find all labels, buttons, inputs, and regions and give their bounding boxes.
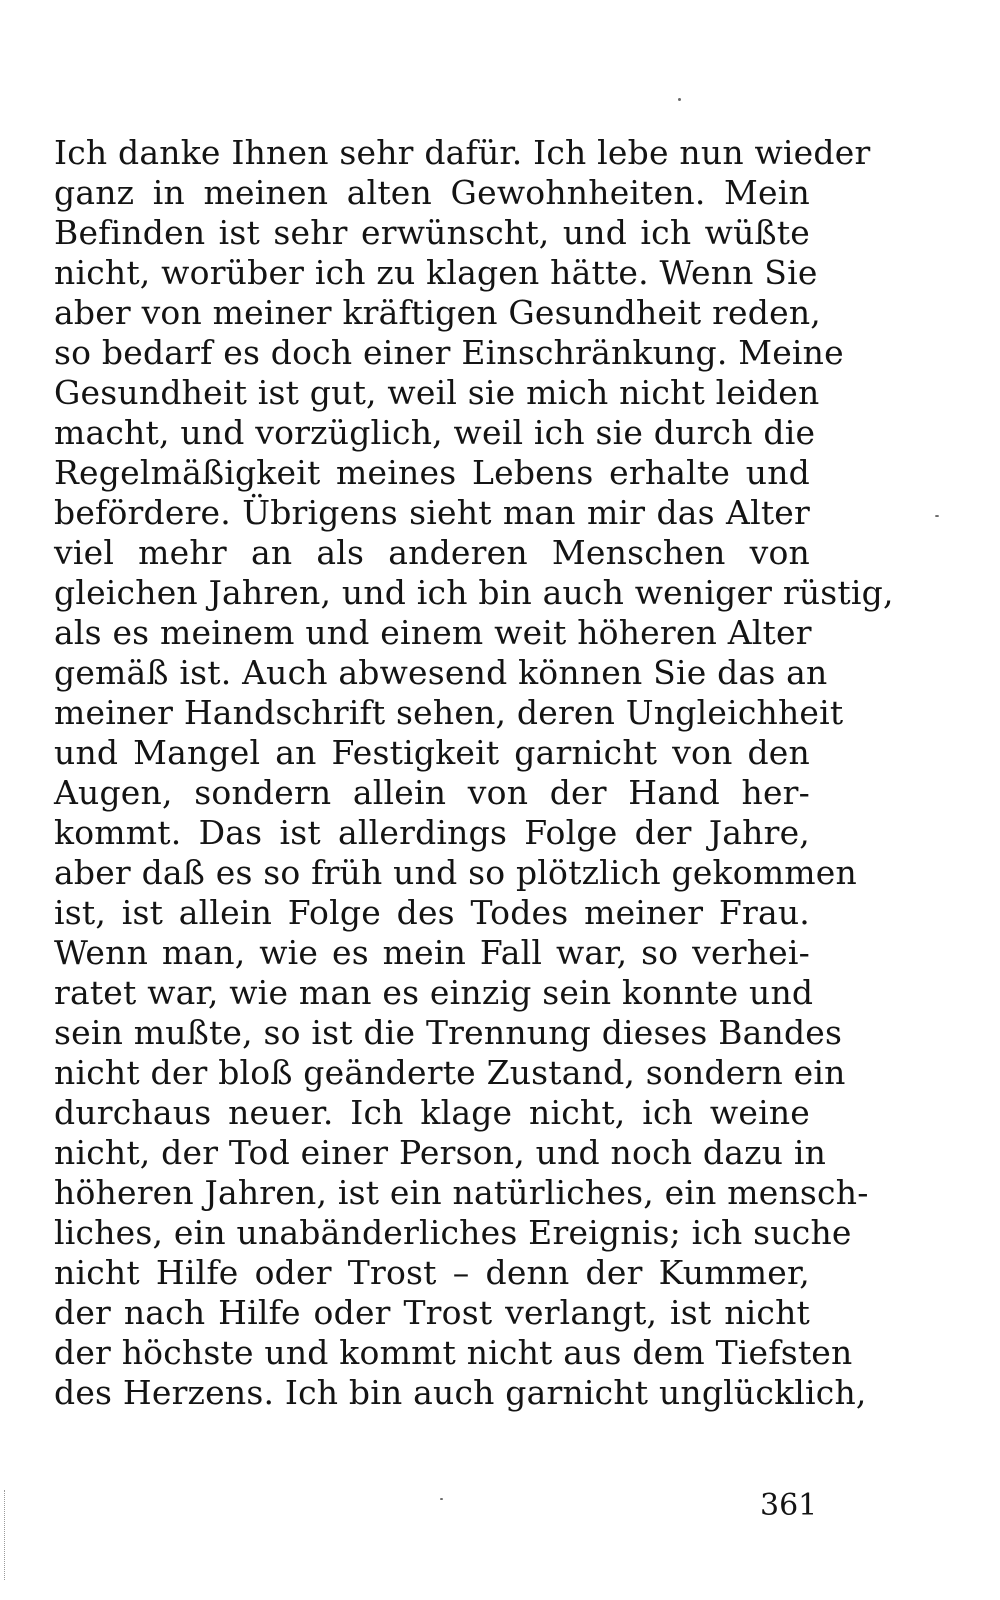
text-line: so bedarf es doch einer Einschränkung. Meine (54, 333, 844, 372)
text-line: nicht der bloß geänderte Zustand, sondern ein (54, 1053, 846, 1092)
print-speck (935, 515, 939, 517)
text-line: aber von meiner kräftigen Gesundheit reden, (54, 293, 821, 332)
margin-dotted-mark (4, 1490, 7, 1580)
body-text (54, 133, 894, 1413)
text-line: liches, ein unabänderliches Ereignis; ich suche (54, 1213, 852, 1252)
text-line: aber daß es so früh und so plötzlich gekommen (54, 853, 857, 892)
text-line: sein mußte, so ist die Trennung dieses Bandes (54, 1013, 843, 1052)
text-line: als es meinem und einem weit höheren Alter (54, 613, 812, 652)
text-line: durchaus neuer. Ich klage nicht, ich weine (54, 1093, 810, 1132)
text-line: viel mehr an als anderen Menschen von (54, 533, 810, 572)
print-speck (440, 1498, 443, 1500)
text-line: macht, und vorzüglich, weil ich sie durch die (54, 413, 816, 452)
text-line: der nach Hilfe oder Trost verlangt, ist nicht (54, 1293, 810, 1332)
text-line: des Herzens. Ich bin auch garnicht unglücklich, (54, 1373, 867, 1412)
text-line: Ich danke Ihnen sehr dafür. Ich lebe nun wieder (54, 133, 871, 172)
text-line: ratet war, wie man es einzig sein konnte und (54, 973, 814, 1012)
text-line: Regelmäßigkeit meines Lebens erhalte und (54, 453, 810, 492)
text-line: nicht Hilfe oder Trost – denn der Kummer, (54, 1253, 810, 1292)
text-line: und Mangel an Festigkeit garnicht von den (54, 733, 810, 772)
text-line: ganz in meinen alten Gewohnheiten. Mein (54, 173, 810, 212)
text-line: kommt. Das ist allerdings Folge der Jahre, (54, 813, 810, 852)
text-line: ist, ist allein Folge des Todes meiner Frau. (54, 893, 810, 932)
page-number: 361 (760, 1488, 818, 1523)
text-line: Befinden ist sehr erwünscht, und ich wüßte (54, 213, 810, 252)
text-line: gemäß ist. Auch abwesend können Sie das an (54, 653, 828, 692)
text-line: meiner Handschrift sehen, deren Ungleichheit (54, 693, 844, 732)
text-line: Gesundheit ist gut, weil sie mich nicht leiden (54, 373, 820, 412)
text-line: nicht, worüber ich zu klagen hätte. Wenn Sie (54, 253, 818, 292)
print-speck (678, 98, 681, 101)
text-line: nicht, der Tod einer Person, und noch dazu in (54, 1133, 827, 1172)
text-line: der höchste und kommt nicht aus dem Tiefsten (54, 1333, 853, 1372)
text-line: Augen, sondern allein von der Hand her- (54, 773, 810, 812)
text-line: Wenn man, wie es mein Fall war, so verhei- (54, 933, 810, 972)
text-line: höheren Jahren, ist ein natürliches, ein mensch- (54, 1173, 869, 1212)
text-line: befördere. Übrigens sieht man mir das Alter (54, 493, 810, 532)
text-line: gleichen Jahren, und ich bin auch weniger rüstig, (54, 573, 894, 612)
